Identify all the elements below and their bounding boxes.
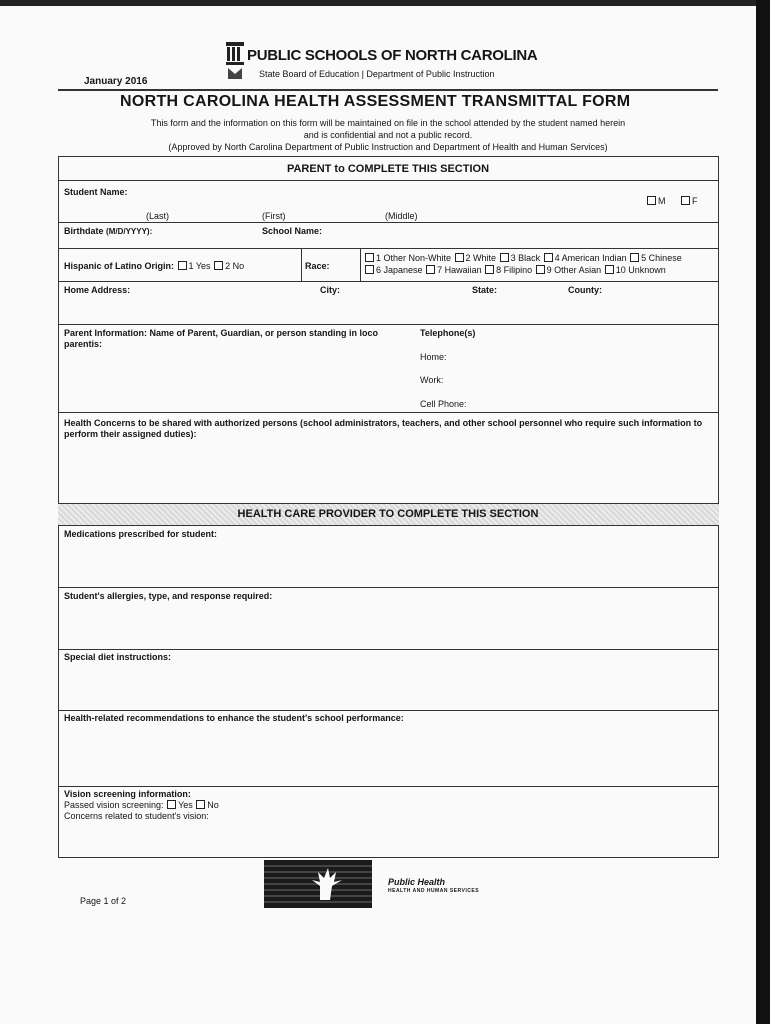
recommendations-label: Health-related recommendations to enhance the student's school performance: [64, 713, 404, 723]
student-name-label: Student Name: [64, 187, 128, 197]
sex-female-checkbox[interactable] [681, 196, 690, 205]
cell-phone-label: Cell Phone: [420, 399, 467, 409]
hispanic-label: Hispanic of Latino Origin: [64, 261, 174, 271]
rule [58, 710, 719, 711]
diet-label: Special diet instructions: [64, 652, 172, 662]
sex-female-label: F [692, 196, 698, 206]
sex-male-checkbox[interactable] [647, 196, 656, 205]
rule [58, 281, 719, 282]
race-5-checkbox[interactable] [630, 253, 639, 262]
page-number: Page 1 of 2 [80, 896, 127, 906]
sex-male-option[interactable] [646, 196, 666, 206]
home-address-label: Home Address: [64, 285, 131, 295]
vision-label: Vision screening information: [64, 789, 191, 799]
title-rule [58, 89, 718, 91]
sex-female-option[interactable] [680, 196, 698, 206]
county-label: County: [568, 285, 602, 295]
middle-name-caption: (Middle) [385, 211, 418, 221]
rule [58, 180, 719, 181]
first-name-caption: (First) [262, 211, 286, 221]
race-option: 10 Unknown [615, 265, 666, 275]
rule [58, 857, 719, 858]
race-option: 2 White [465, 253, 497, 263]
rule [58, 786, 719, 787]
vision-passed-label: Passed vision screening: [64, 800, 164, 810]
provider-section-heading: HEALTH CARE PROVIDER TO COMPLETE THIS SECTION [237, 508, 539, 520]
scan-top-edge [0, 0, 770, 6]
parent-info-label: Parent Information: Name of Parent, Guardian, or person standing in loco parentis: [64, 328, 379, 349]
form-top-edge [58, 156, 719, 157]
intro-line-3: (Approved by North Carolina Department of Public Instruction and Department of Health and Human Services) [168, 142, 608, 152]
rule [58, 412, 719, 413]
race-option: 8 Filipino [496, 265, 533, 275]
race-7-checkbox[interactable] [426, 265, 435, 274]
race-option: 7 Hawaiian [437, 265, 482, 275]
hispanic-yes-label: 1 Yes [188, 261, 211, 271]
race-options-row-2 [364, 265, 666, 275]
birthdate-label-text: Birthdate [64, 226, 104, 236]
form-title: NORTH CAROLINA HEALTH ASSESSMENT TRANSMITTAL FORM [120, 93, 631, 110]
vision-passed-field [64, 800, 219, 810]
race-2-checkbox[interactable] [455, 253, 464, 262]
vision-no-label: No [207, 800, 219, 810]
city-label: City: [320, 285, 340, 295]
scan-right-edge [756, 0, 770, 1024]
hispanic-no-label: 2 No [225, 261, 245, 271]
race-9-checkbox[interactable] [536, 265, 545, 274]
intro-line-2: and is confidential and not a public record. [303, 130, 473, 140]
hispanic-no-checkbox[interactable] [214, 261, 223, 270]
race-option: 4 American Indian [554, 253, 627, 263]
race-option: 1 Other Non-White [376, 253, 452, 263]
nc-logo [264, 860, 372, 908]
medications-label: Medications prescribed for student: [64, 529, 218, 539]
rule [58, 503, 719, 504]
vision-no-checkbox[interactable] [196, 800, 205, 809]
race-option: 5 Chinese [641, 253, 682, 263]
rule [58, 525, 719, 526]
state-label: State: [472, 285, 498, 295]
org-title: PUBLIC SCHOOLS OF NORTH CAROLINA [247, 47, 538, 64]
race-options-row-1 [364, 253, 682, 263]
rule [360, 248, 361, 281]
race-option: 3 Black [510, 253, 541, 263]
intro-line-1: This form and the information on this form will be maintained on file in the school attended by the student named herein [150, 118, 626, 128]
race-6-checkbox[interactable] [365, 265, 374, 274]
rule [58, 324, 719, 325]
race-10-checkbox[interactable] [605, 265, 614, 274]
vision-yes-label: Yes [178, 800, 193, 810]
vision-yes-checkbox[interactable] [167, 800, 176, 809]
rule [58, 587, 719, 588]
home-phone-label: Home: [420, 352, 447, 362]
hispanic-yes-checkbox[interactable] [178, 261, 187, 270]
last-name-caption: (Last) [146, 211, 170, 221]
birthdate-format: (M/D/YYYY): [106, 227, 153, 236]
sex-male-label: M [658, 196, 666, 206]
agency-sub: HEALTH AND HUMAN SERVICES [388, 888, 480, 894]
race-option: 6 Japanese [376, 265, 423, 275]
org-subtitle: State Board of Education | Department of Public Instruction [259, 69, 495, 79]
dpi-logo [226, 42, 244, 80]
race-3-checkbox[interactable] [500, 253, 509, 262]
agency-name: Public Health [388, 877, 446, 887]
rule [301, 248, 302, 281]
birthdate-label [64, 226, 152, 236]
rule [58, 248, 719, 249]
race-4-checkbox[interactable] [544, 253, 553, 262]
race-label: Race: [305, 261, 330, 271]
telephone-label: Telephone(s) [420, 328, 476, 338]
form-date: January 2016 [84, 76, 148, 87]
rule [58, 222, 719, 223]
parent-section-heading: PARENT to COMPLETE THIS SECTION [286, 163, 490, 175]
school-name-label: School Name: [262, 226, 323, 236]
work-phone-label: Work: [420, 375, 444, 385]
race-1-checkbox[interactable] [365, 253, 374, 262]
rule [58, 649, 719, 650]
allergies-label: Student's allergies, type, and response required: [64, 591, 273, 601]
vision-concerns-label: Concerns related to student's vision: [64, 811, 209, 821]
race-8-checkbox[interactable] [485, 265, 494, 274]
health-concerns-label: Health Concerns to be shared with authorized persons (school administrators, teachers, and other school personnel who require such information to perform their assigned duties): [64, 418, 703, 439]
race-option: 9 Other Asian [546, 265, 602, 275]
hispanic-field [64, 261, 244, 271]
